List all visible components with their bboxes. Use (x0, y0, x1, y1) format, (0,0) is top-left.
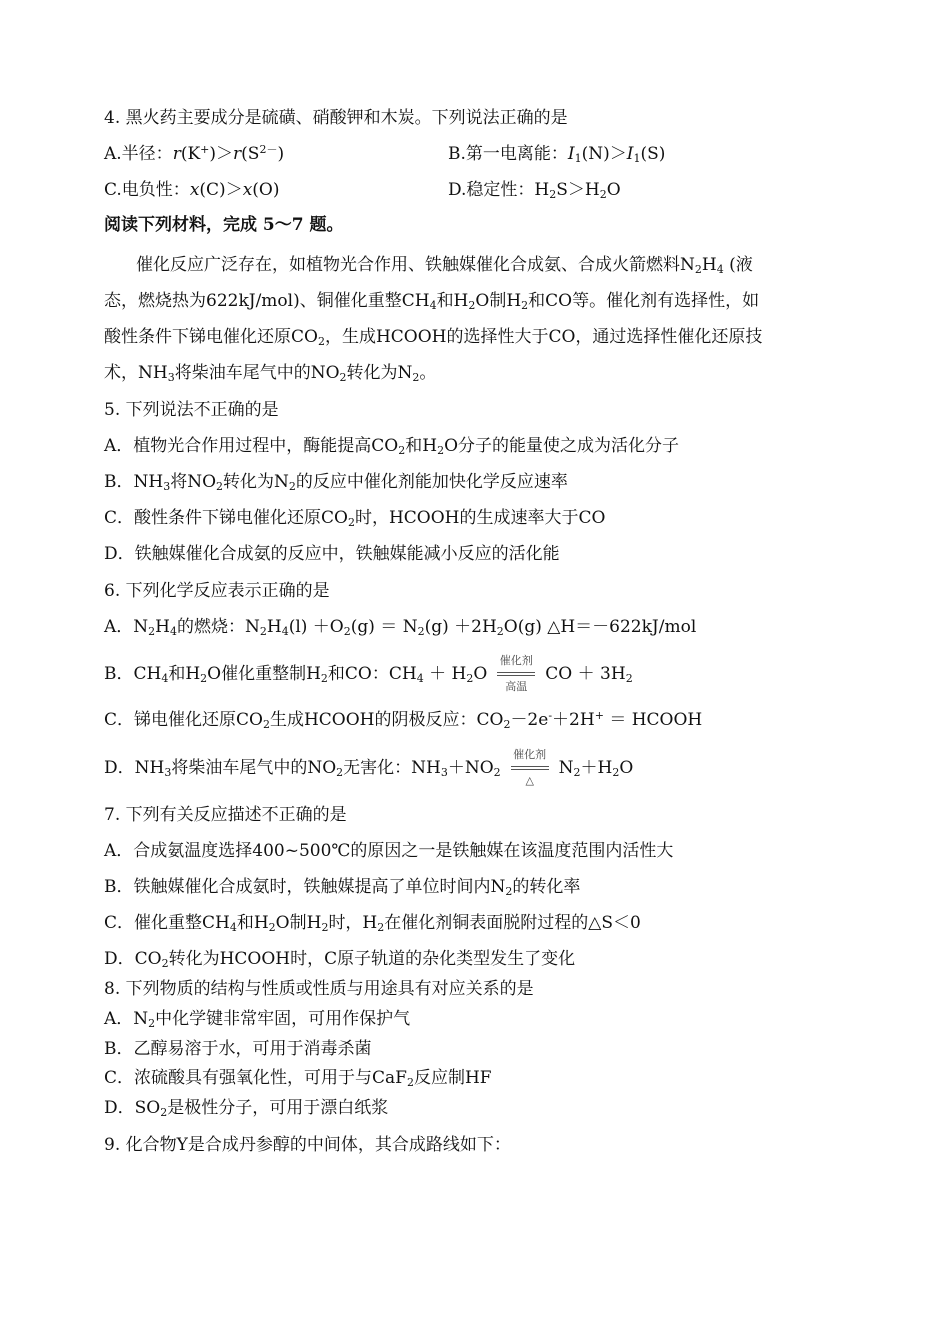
q4-option-b: B.第一电离能：$I_1(N)>I_1(S)$ (448, 144, 666, 165)
q8-option-c: C．浓硫酸具有强氧化性，可用于与CaF$_2$反应制HF (104, 1068, 492, 1089)
material-line-1: 催化反应广泛存在，如植物光合作用、铁触媒催化合成氨、合成火箭燃料$N_2H_4$ (液 (136, 255, 753, 276)
q5-option-d: D．铁触媒催化合成氨的反应中，铁触媒能减小反应的活化能 (104, 544, 560, 564)
q7-option-b: B．铁触媒催化合成氨时，铁触媒提高了单位时间内$N_2$的转化率 (104, 877, 581, 898)
q6-option-b: B．$CH_4$和$H_2O$催化重整制$H_2$和CO：$CH_4 + H_2O$ 催化剂 高温 CO ＋ $3H_2$ (104, 653, 633, 693)
reaction-condition-arrow: 催化剂 △ (507, 757, 553, 781)
q5-option-c: C．酸性条件下锑电催化还原$CO_2$时，HCOOH的生成速率大于CO (104, 508, 606, 529)
q4-option-c: C.电负性：x(C)＞x(O) (104, 180, 280, 200)
q4-option-d: D.稳定性：$H_2S>H_2O$ (448, 180, 621, 201)
q7-option-a: A．合成氨温度选择400~500℃的原因之一是铁触媒在该温度范围内活性大 (104, 841, 674, 861)
q8-option-a: A．$N_2$中化学键非常牢固，可用作保护气 (104, 1009, 411, 1030)
q7-option-d: D．$CO_2$转化为HCOOH时，C原子轨道的杂化类型发生了变化 (104, 949, 576, 970)
q7-stem: 7. 下列有关反应描述不正确的是 (104, 805, 347, 825)
q4-stem: 4. 黑火药主要成分是硫磺、硝酸钾和木炭。下列说法正确的是 (104, 108, 568, 128)
q5-option-b: B．$NH_3$将$NO_2$转化为$N_2$的反应中催化剂能加快化学反应速率 (104, 472, 568, 493)
q6-option-c: C．锑电催化还原$CO_2$生成HCOOH的阴极反应：$CO_2-2e^-+2H^+$ ＝ HCOOH (104, 709, 703, 731)
q5-stem: 5. 下列说法不正确的是 (104, 400, 279, 420)
q8-option-d: D．$SO_2$是极性分子，可用于漂白纸浆 (104, 1098, 389, 1119)
q6-option-a: A．$N_2H_4$的燃烧：$N_2H_4(l) +O_2(g) = N_2(g) +2H_2O(g)$ △H＝－622kJ/mol (104, 617, 697, 638)
q4-option-a: A.半径：$r(K^+)>r(S^{2-})$ (104, 143, 285, 164)
reaction-condition-arrow: 催化剂 高温 (493, 663, 539, 687)
q8-stem: 8. 下列物质的结构与性质或性质与用途具有对应关系的是 (104, 979, 534, 999)
q6-stem: 6. 下列化学反应表示正确的是 (104, 581, 330, 601)
q9-stem: 9. 化合物Y是合成丹参醇的中间体，其合成路线如下： (104, 1135, 511, 1155)
material-line-4: 术，$NH_3$将柴油车尾气中的$NO_2$转化为$N_2$。 (104, 363, 437, 384)
q8-option-b: B．乙醇易溶于水，可用于消毒杀菌 (104, 1039, 372, 1059)
material-line-2: 态，燃烧热为622kJ/mol)、铜催化重整$CH_4$和$H_2O$制$H_2$和CO等。催化剂有选择性，如 (104, 291, 760, 312)
q5-option-a: A．植物光合作用过程中，酶能提高$CO_2$和$H_2O$分子的能量使之成为活化分子 (104, 436, 679, 457)
material-heading: 阅读下列材料，完成 5～7 题。 (104, 215, 344, 235)
q6-option-d: D．$NH_3$将柴油车尾气中的$NO_2$无害化：$NH_3+NO_2$ 催化剂 △ $N_2+H_2O$ (104, 747, 634, 787)
q7-option-c: C．催化重整$CH_4$和$H_2O$制$H_2$时，$H_2$在催化剂铜表面脱附过程的△S＜0 (104, 913, 641, 934)
material-line-3: 酸性条件下锑电催化还原$CO_2$，生成HCOOH的选择性大于CO，通过选择性催化还原技 (104, 327, 763, 348)
